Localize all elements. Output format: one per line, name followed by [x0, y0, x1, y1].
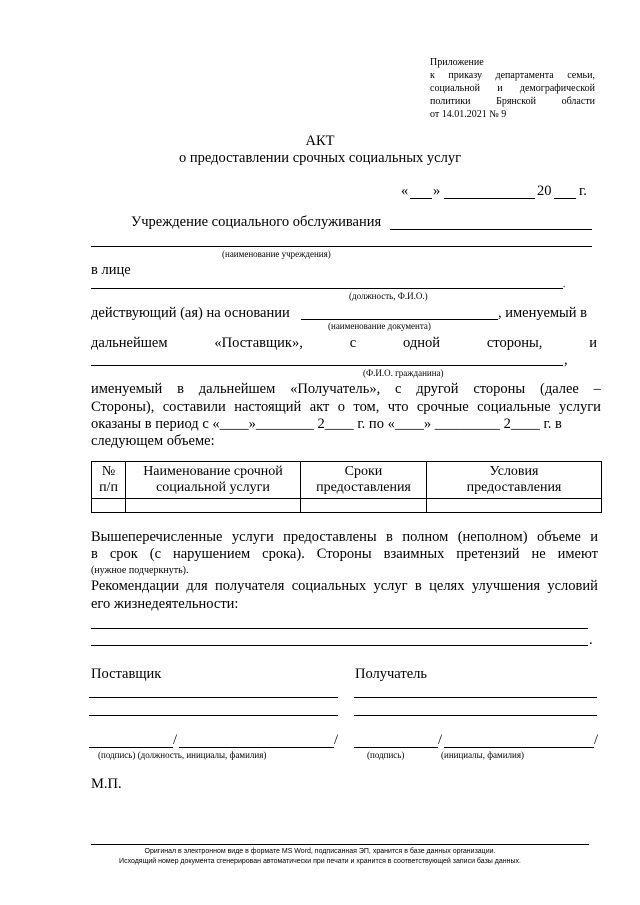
annex-word: социальной: [430, 83, 480, 94]
footer-divider: [91, 844, 589, 845]
annex-word: области: [561, 96, 595, 107]
word: –: [593, 381, 601, 397]
institution-field-1[interactable]: [390, 229, 592, 230]
slash: /: [438, 732, 443, 748]
basis-document-caption: (наименование документа): [328, 321, 431, 331]
word: улучшения: [471, 578, 541, 594]
recipient-initials-caption: (инициалы, фамилия): [441, 750, 524, 760]
table-cell[interactable]: [427, 499, 602, 513]
word: в: [91, 546, 98, 562]
word: срока).: [262, 546, 305, 562]
services-table: [91, 461, 602, 513]
word: для: [186, 578, 208, 594]
result-line-2: [91, 546, 598, 563]
annex-line-2: [430, 69, 595, 82]
word: «Поставщик»,: [214, 335, 303, 351]
document-title: АКТ: [305, 133, 335, 149]
word: составили: [162, 399, 226, 415]
word: услуги: [231, 529, 274, 545]
annex-word: департамента: [495, 70, 554, 81]
basis-document-field[interactable]: [301, 319, 498, 320]
annex-line-4: [430, 95, 595, 108]
institution-caption: (наименование учреждения): [222, 249, 331, 259]
word: в: [414, 578, 422, 594]
footer-line-2: Исходящий номер документа сгенерирован автоматически при печати и хранится в соответствующей записи базы данных.: [119, 858, 521, 865]
supplier-label: Поставщик: [91, 666, 162, 682]
position-field-dot: .: [563, 279, 566, 289]
word: имеют: [557, 546, 598, 562]
paragraph-line-1: [91, 381, 601, 398]
annex-block: [430, 56, 595, 121]
recommendations-line-2: его жизнедеятельности:: [91, 596, 239, 612]
word: настоящий: [234, 399, 302, 415]
recommendations-dot: .: [589, 632, 593, 648]
annex-line-5: от 14.01.2021 № 9: [430, 109, 507, 120]
position-field[interactable]: [91, 288, 563, 289]
word: социальные: [477, 399, 551, 415]
supplier-name-field-2[interactable]: [89, 715, 338, 716]
paragraph-line-2: [91, 399, 601, 416]
year-suffix: г.: [579, 183, 587, 199]
word: «Получатель»,: [290, 381, 381, 397]
result-line-1: [91, 529, 598, 546]
supplier-signature-caption: (подпись) (должность, инициалы, фамилия): [98, 750, 267, 760]
underline-note: (нужное подчеркнуть).: [91, 565, 189, 576]
word: (далее: [539, 381, 579, 397]
recommendations-field-1[interactable]: [91, 628, 588, 629]
header-line: №: [101, 464, 116, 479]
word: стороны: [473, 381, 526, 397]
recipient-name-field-1[interactable]: [354, 697, 597, 698]
word: с: [349, 335, 357, 351]
word: предоставлены: [283, 529, 377, 545]
institution-field-2[interactable]: [91, 246, 592, 247]
word: дальнейшем: [91, 335, 168, 351]
document-subtitle: о предоставлении срочных социальных услуг: [178, 150, 462, 166]
table-cell[interactable]: [301, 499, 427, 513]
supplier-name-field-1[interactable]: [89, 697, 338, 698]
paragraph-line-4: следующем объеме:: [91, 433, 215, 449]
table-cell[interactable]: [126, 499, 301, 513]
table-cell[interactable]: [92, 499, 126, 513]
word: объеме: [536, 529, 581, 545]
recommendations-field-2[interactable]: [91, 645, 588, 646]
header-line: предоставления: [466, 480, 562, 495]
word: полном: [402, 529, 449, 545]
further-supplier-line: [91, 335, 597, 352]
annex-word: и: [497, 83, 503, 94]
annex-line-1: Приложение: [430, 57, 484, 68]
supplier-signature-field[interactable]: [89, 747, 173, 748]
citizen-caption: (Ф.И.О. гражданина): [363, 368, 444, 378]
col-conditions-header: [427, 462, 602, 499]
annex-word: Брянской: [496, 96, 536, 107]
stamp-place: М.П.: [91, 776, 122, 792]
word: дальнейшем: [198, 381, 276, 397]
word: о: [337, 399, 346, 415]
header-line: социальной услуги: [156, 480, 270, 495]
word: претензий: [456, 546, 520, 562]
citizen-field[interactable]: [91, 365, 563, 366]
year-blank[interactable]: [554, 198, 576, 199]
word: (неполном): [457, 529, 528, 545]
annex-word: семьи,: [567, 70, 595, 81]
slash: /: [594, 732, 599, 748]
in-person-label: в лице: [91, 262, 131, 278]
word: срок: [109, 546, 138, 562]
footer-line-1: Оригинал в электронном виде в формате MS Word, подписанная ЭП, хранится в базе данных организации.: [144, 848, 496, 855]
slash: /: [173, 732, 178, 748]
word: социальных: [291, 578, 367, 594]
header-line: Наименование срочной: [143, 464, 283, 479]
word: Вышеперечисленные: [91, 529, 223, 545]
header-line: п/п: [99, 480, 118, 495]
date-open-quote: «: [401, 183, 409, 199]
word: именуемый: [91, 381, 163, 397]
word: услуг: [373, 578, 408, 594]
word: одной: [403, 335, 440, 351]
word: не: [531, 546, 546, 562]
position-caption: (должность, Ф.И.О.): [349, 291, 428, 301]
word: и: [590, 529, 598, 545]
word: срочные: [416, 399, 469, 415]
word: целях: [429, 578, 465, 594]
word: Рекомендации: [91, 578, 180, 594]
recipient-label: Получатель: [355, 666, 427, 682]
word: с: [395, 381, 402, 397]
header-line: предоставления: [316, 480, 411, 495]
year-prefix: 20: [537, 183, 552, 199]
acting-label: действующий (ая) на основании: [91, 305, 290, 321]
word: условий: [547, 578, 598, 594]
word: Стороны),: [91, 399, 155, 415]
word: том,: [353, 399, 380, 415]
recommendations-line-1: [91, 578, 598, 595]
word: акт: [309, 399, 330, 415]
recipient-signature-field[interactable]: [354, 747, 438, 748]
word: и: [589, 335, 597, 351]
word: (с: [149, 546, 162, 562]
annex-word: политики: [430, 96, 471, 107]
table-header-row: [92, 462, 602, 499]
annex-word: к: [430, 70, 435, 81]
slash: /: [334, 732, 339, 748]
acting-right: , именуемый в: [498, 305, 588, 321]
date-close-quote: »: [433, 183, 441, 199]
header-line: Сроки: [344, 464, 383, 479]
word: в: [177, 381, 184, 397]
institution-label: Учреждение социального обслуживания: [131, 214, 382, 230]
col-service-name-header: [126, 462, 301, 499]
word: стороны,: [486, 335, 543, 351]
word: что: [387, 399, 409, 415]
annex-word: демографической: [519, 83, 595, 94]
annex-word: приказу: [448, 70, 482, 81]
supplier-position-field[interactable]: [179, 747, 334, 748]
word: в: [386, 529, 393, 545]
word: Стороны: [316, 546, 372, 562]
header-line: Условия: [489, 464, 539, 479]
col-number-header: [92, 462, 126, 499]
month-blank[interactable]: [444, 198, 535, 199]
recipient-initials-field[interactable]: [444, 747, 594, 748]
paragraph-line-3: оказаны в период с «____»________ 2____ г. по «____» _________ 2____ г. в: [91, 416, 562, 432]
recipient-signature-caption: (подпись): [367, 750, 405, 760]
annex-line-3: [430, 82, 595, 95]
citizen-field-comma: ,: [564, 352, 568, 368]
word: нарушением: [172, 546, 251, 562]
word: взаимных: [383, 546, 445, 562]
word: другой: [416, 381, 459, 397]
word: получателя: [215, 578, 285, 594]
day-blank[interactable]: [410, 198, 432, 199]
recipient-name-field-2[interactable]: [354, 715, 597, 716]
col-terms-header: [301, 462, 427, 499]
word: услуги: [559, 399, 601, 415]
table-row: [92, 499, 602, 513]
